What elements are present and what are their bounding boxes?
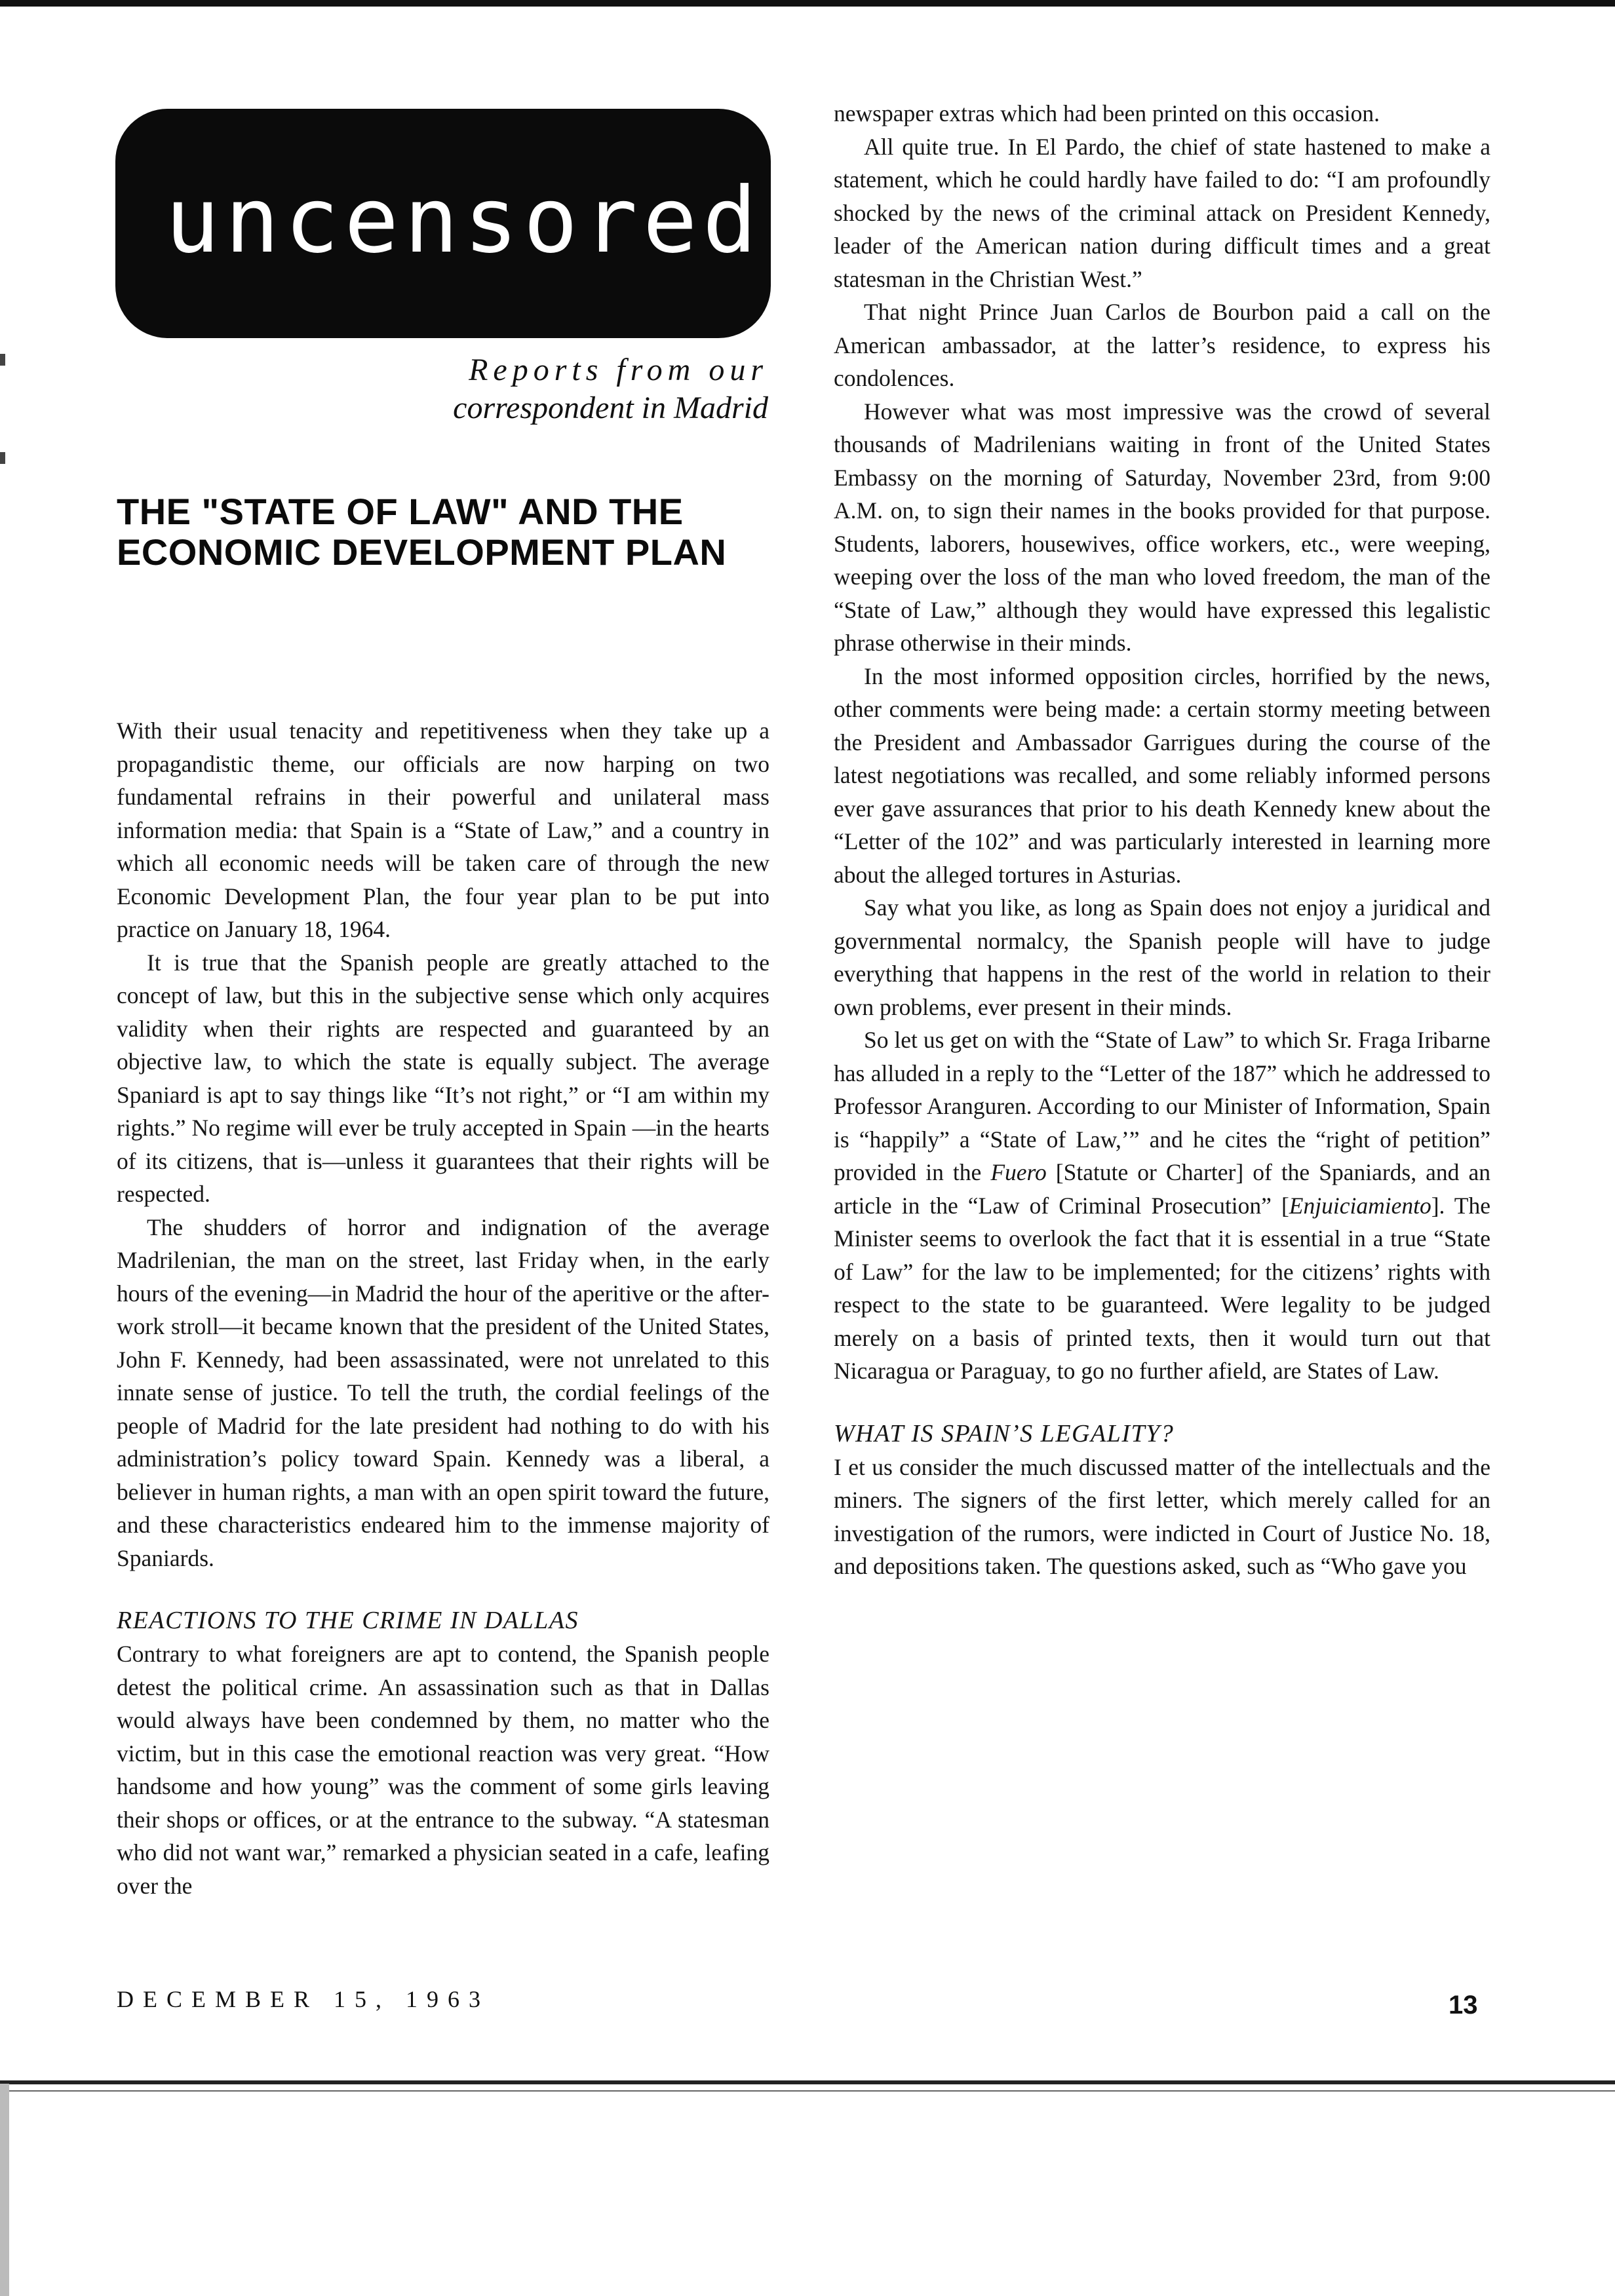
paragraph: newspaper extras which had been printed on this occasion. bbox=[834, 100, 1380, 126]
tagline-line-1: Reports from our bbox=[469, 353, 768, 387]
italic-term: Fuero bbox=[990, 1159, 1047, 1185]
bottom-rule-thin bbox=[0, 2090, 1615, 2092]
italic-term: Enjuiciamiento bbox=[1289, 1192, 1431, 1219]
paragraph: That night Prince Juan Carlos de Bourbon paid a call on the American ambassador, at the latter’s residence, to express his condolences. bbox=[834, 299, 1490, 391]
page-number: 13 bbox=[1449, 1991, 1478, 2019]
paragraph: Say what you like, as long as Spain does not enjoy a juridical and governmental normalcy, the Spanish people will have to judge everything that happens in the rest of the world in relation to their own problems, ever present in their minds. bbox=[834, 894, 1490, 1020]
paragraph: With their usual tenacity and repetitiveness when they take up a propagandistic theme, our officials are now harping on two fundamental refrains in their powerful and unilateral mass information media: that Spain is a “State of Law,” and a country in which all economic needs will be taken care of through the new Economic Development Plan, the four year plan to be put into practice on January 18, 1964. bbox=[117, 718, 769, 942]
paragraph: All quite true. In El Pardo, the chief of state hastened to make a statement, which he could hardly have failed to do: “I am profoundly shocked by the news of the criminal attack on President Kennedy, leader of the American nation during difficult times and a great statesman in the Christian West.” bbox=[834, 133, 1490, 292]
right-column bbox=[834, 97, 1490, 1583]
issue-date: DECEMBER 15, 1963 bbox=[117, 1986, 490, 2012]
paragraph: It is true that the Spanish people are greatly attached to the concept of law, but this in the subjective sense which only acquires validity when their rights are respected and guaranteed by an objective law, to which the state is equally subject. The average Spaniard is apt to say things like “It’s not right,” or “I am within my rights.” No regime will ever be truly accepted in Spain —in the hearts of its citizens, that is—unless it guarantees that their rights will be respected. bbox=[117, 949, 769, 1207]
text-run: [Statute or Charter] of the Spaniards, and an article in the “Law of Criminal Prosecution” [ bbox=[834, 1159, 1490, 1219]
masthead-title: uncensored bbox=[165, 168, 762, 273]
page-edge-shadow bbox=[0, 2084, 9, 2296]
left-column bbox=[117, 714, 769, 1902]
masthead-banner bbox=[115, 109, 771, 338]
top-rule bbox=[0, 0, 1615, 7]
subheading: REACTIONS TO THE CRIME IN DALLAS bbox=[117, 1607, 579, 1634]
article-headline bbox=[117, 491, 772, 573]
headline-line-1: THE "STATE OF LAW" AND THE bbox=[117, 491, 684, 532]
margin-mark bbox=[0, 354, 5, 366]
headline-line-2: ECONOMIC DEVELOPMENT PLAN bbox=[117, 531, 727, 573]
paragraph: The shudders of horror and indignation of the average Madrilenian, the man on the street, last Friday when, in the early hours of the evening—in Madrid the hour of the aperitive or the after-work stroll—it became known that the president of the United States, John F. Kennedy, had been assassinated, were not unrelated to this innate sense of justice. To tell the truth, the cordial feelings of the people of Madrid for the late president had nothing to do with his administration’s policy toward Spain. Kennedy was a liberal, a believer in human rights, a man with an open spirit toward the future, and these characteristics endeared him to the immense majority of Spaniards. bbox=[117, 1214, 769, 1571]
margin-mark bbox=[0, 452, 5, 464]
text-run: ]. The Minister seems to overlook the fact that it is essential in a true “State of Law” for the law to be implemented; for the citizens’ rights with respect to the state to be guaranteed. Were legality to be judged merely on a basis of printed texts, then it would turn out that Nicaragua or Paraguay, to go no further afield, are States of Law. bbox=[834, 1192, 1490, 1384]
subheading: WHAT IS SPAIN’S LEGALITY? bbox=[834, 1419, 1175, 1447]
paragraph: Contrary to what foreigners are apt to contend, the Spanish people detest the political crime. An assassination such as that in Dallas would always have been condemned by them, no matter who the victim, but in this case the emotional reaction was very great. “How handsome and how young” was the comment of some girls leaving their shops or offices, or at the entrance to the subway. “A statesman who did not want war,” remarked a physician seated in a cafe, leafing over the bbox=[117, 1641, 769, 1899]
tagline bbox=[374, 351, 768, 427]
paragraph bbox=[834, 1024, 1490, 1388]
tagline-line-2: correspondent in Madrid bbox=[453, 391, 768, 425]
paragraph: I et us consider the much discussed matter of the intellectuals and the miners. The signers of the first letter, which merely called for an investigation of the rumors, were indicted in Court of Justice No. 18, and depositions taken. The questions asked, such as “Who gave you bbox=[834, 1453, 1490, 1579]
bottom-rule bbox=[0, 2080, 1615, 2084]
text-run: So let us get on with the “State of Law” to which Sr. Fraga Iribarne has alluded in a reply to the “Letter of the 187” which he addressed to Professor Aranguren. According to our Minister of Information, Spain is “happily” a “State of Law,’” and he cites the “right of petition” provided in the bbox=[834, 1027, 1490, 1185]
paragraph: In the most informed opposition circles, horrified by the news, other comments were being made: a certain stormy meeting between the President and Ambassador Garrigues during the course of the latest negotiations was recalled, and some reliably informed persons ever gave assurances that prior to his death Kennedy knew about the “Letter of the 102” and was particularly interested in learning more about the alleged tortures in Asturias. bbox=[834, 662, 1490, 888]
paragraph: However what was most impressive was the crowd of several thousands of Madrilenians waiting in front of the United States Embassy on the morning of Saturday, November 23rd, from 9:00 A.M. on, to sign their names in the books provided for that purpose. Students, laborers, housewives, office workers, etc., were weeping, weeping over the loss of the man who loved freedom, the man of the “State of Law,” although they would have expressed this legalistic phrase otherwise in their minds. bbox=[834, 398, 1490, 656]
